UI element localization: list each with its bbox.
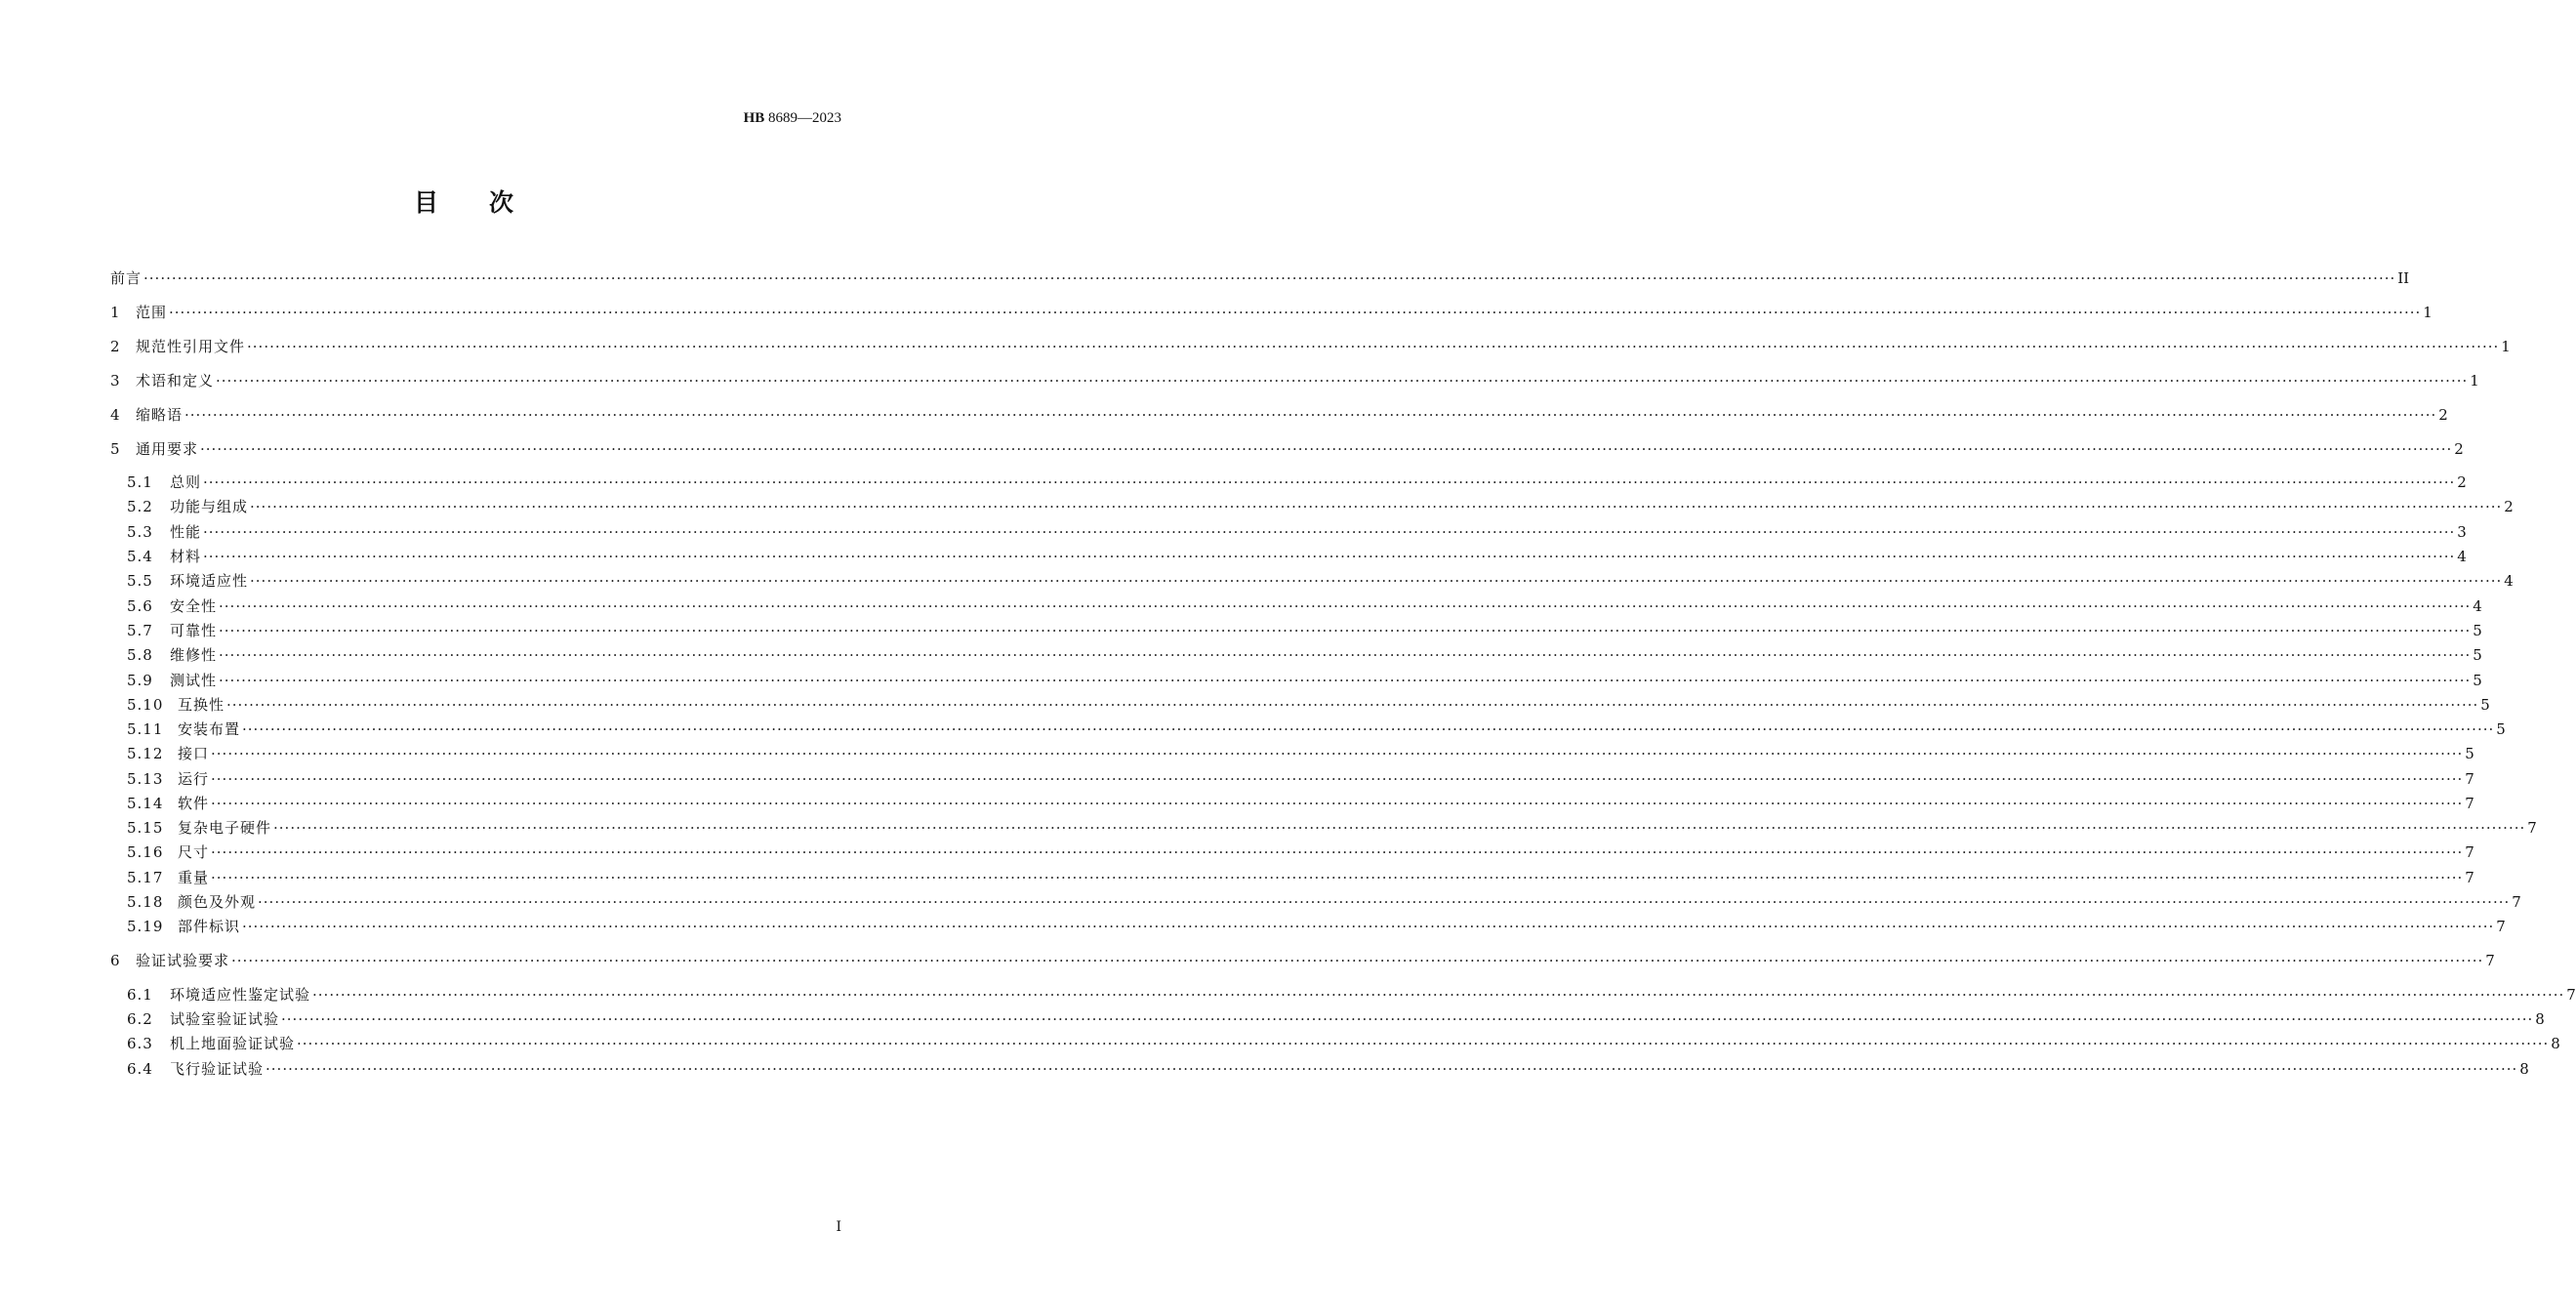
toc-dot-leader: ················································································································································································································································································································································································································	[203, 548, 2456, 565]
toc-dot-leader: ················································································································································································································································································································································································································	[247, 338, 2500, 355]
toc-entry-number: 5.16	[127, 843, 164, 861]
toc-entry-title: 尺寸	[178, 843, 210, 861]
toc-dot-leader: ················································································································································································································································································································································································································	[211, 843, 2464, 861]
toc-entry-title: 运行	[178, 770, 210, 788]
toc-entry-number: 3	[110, 372, 121, 390]
toc-entry[interactable]	[127, 768, 2474, 790]
toc-entry-page: 7	[2496, 918, 2506, 935]
toc-dot-leader: ················································································································································································································································································································································································································	[211, 745, 2464, 762]
toc-entry-number: 6.2	[127, 1010, 153, 1028]
toc-entry-title: 材料	[170, 548, 202, 565]
toc-entry-page: 5	[2480, 696, 2490, 714]
toc-dot-leader: ················································································································································································································································································································································································································	[203, 473, 2456, 491]
toc-entry-number: 2	[110, 338, 121, 355]
toc-entry-page: 3	[2457, 523, 2467, 541]
toc-entry[interactable]	[127, 793, 2474, 814]
toc-entry[interactable]	[110, 950, 2495, 971]
toc-entry-page: 7	[2465, 869, 2474, 886]
toc-entry-page: 8	[2519, 1060, 2529, 1078]
toc-entry-title: 通用要求	[136, 440, 199, 458]
toc-dot-leader: ················································································································································································································································································································································································································	[219, 672, 2472, 689]
toc-entry[interactable]	[127, 496, 2514, 517]
toc-dot-leader: ················································································································································································································································································································································································································	[297, 1035, 2550, 1052]
toc-entry[interactable]	[127, 891, 2521, 913]
toc-entry-page: 4	[2457, 548, 2467, 565]
toc-entry-page: 7	[2465, 795, 2474, 812]
toc-entry-number: 5.1	[127, 473, 153, 491]
toc-entry-title: 术语和定义	[136, 372, 215, 390]
toc-entry-number: 5.4	[127, 548, 153, 565]
toc-entry-title: 范围	[136, 304, 168, 321]
toc-entry-title: 安全性	[170, 597, 218, 615]
toc-dot-leader: ················································································································································································································································································································································································································	[211, 869, 2464, 886]
toc-entry-page: 7	[2527, 819, 2537, 837]
toc-entry-number: 5.14	[127, 795, 164, 812]
toc-entry-page: 7	[2485, 952, 2495, 969]
toc-entry-page: 5	[2473, 646, 2482, 664]
toc-entry-title: 环境适应性	[170, 572, 249, 590]
toc-dot-leader: ················································································································································································································································································································································································································	[219, 646, 2472, 664]
toc-dot-leader: ················································································································································································································································································································································································································	[250, 572, 2503, 590]
toc-entry[interactable]	[110, 336, 2511, 357]
toc-entry-title: 缩略语	[136, 406, 184, 424]
toc-entry-number: 5.12	[127, 745, 164, 762]
toc-entry[interactable]	[127, 1058, 2529, 1080]
toc-entry-number: 5.5	[127, 572, 153, 590]
toc-dot-leader: ················································································································································································································································································································································································································	[143, 269, 2396, 287]
toc-entry-title: 试验室验证试验	[170, 1010, 280, 1028]
toc-entry-title: 部件标识	[178, 918, 241, 935]
toc-entry[interactable]	[127, 644, 2482, 666]
toc-dot-leader: ················································································································································································································································································································································································································	[258, 893, 2511, 911]
toc-entry[interactable]	[110, 302, 2433, 323]
toc-entry-page: 2	[2438, 406, 2448, 424]
toc-dot-leader: ················································································································································································································································································································································································································	[203, 523, 2456, 541]
toc-entry-title: 颜色及外观	[178, 893, 257, 911]
toc-dot-leader: ················································································································································································································································································································································································································	[216, 372, 2469, 390]
toc-entry-page: II	[2397, 269, 2410, 287]
toc-entry-title: 软件	[178, 795, 210, 812]
toc-entry[interactable]	[127, 670, 2482, 691]
toc-dot-leader: ················································································································································································································································································································································································································	[273, 819, 2526, 837]
toc-entry-number: 5.8	[127, 646, 153, 664]
toc-entry-page: 7	[2465, 770, 2474, 788]
toc-entry[interactable]	[110, 438, 2464, 460]
toc-dot-leader: ················································································································································································································································································································································································································	[219, 597, 2472, 615]
toc-entry-number: 4	[110, 406, 121, 424]
toc-entry-title: 维修性	[170, 646, 218, 664]
toc-entry-number: 6.1	[127, 986, 153, 1004]
toc-dot-leader: ················································································································································································································································································································································································································	[312, 986, 2565, 1004]
toc-entry-number: 5.7	[127, 622, 153, 639]
toc-entry[interactable]	[127, 570, 2514, 592]
toc-dot-leader: ················································································································································································································································································································································································································	[266, 1060, 2518, 1078]
toc-dot-leader: ················································································································································································································································································································································································································	[200, 440, 2453, 458]
toc-entry-title: 接口	[178, 745, 210, 762]
toc-entry-number: 6	[110, 952, 121, 969]
toc-entry-title: 互换性	[178, 696, 225, 714]
toc-entry-page: 8	[2551, 1035, 2560, 1052]
toc-entry[interactable]	[127, 595, 2482, 617]
toc-dot-leader: ················································································································································································································································································································································································································	[211, 770, 2464, 788]
document-code	[744, 108, 841, 128]
toc-entry[interactable]	[110, 267, 2410, 289]
toc-entry-number: 5.2	[127, 498, 153, 515]
toc-entry-title: 规范性引用文件	[136, 338, 246, 355]
toc-entry-page: 1	[2423, 304, 2433, 321]
toc-entry-page: 5	[2473, 672, 2482, 689]
toc-entry-page: 4	[2504, 572, 2514, 590]
toc-entry-title: 可靠性	[170, 622, 218, 639]
toc-dot-leader: ················································································································································································································································································································································································································	[184, 406, 2437, 424]
toc-entry-page: 5	[2473, 622, 2482, 639]
toc-entry-title: 环境适应性鉴定试验	[170, 986, 311, 1004]
toc-entry-title: 机上地面验证试验	[170, 1035, 296, 1052]
toc-entry[interactable]	[110, 404, 2448, 426]
toc-dot-leader: ················································································································································································································································································································································································································	[242, 720, 2495, 738]
toc-entry[interactable]	[127, 694, 2490, 716]
toc-entry-title: 飞行验证试验	[170, 1060, 265, 1078]
document-code-number: 8689—2023	[768, 110, 841, 126]
toc-entry[interactable]	[127, 546, 2467, 567]
toc-entry[interactable]	[127, 984, 2576, 1005]
toc-entry[interactable]	[127, 718, 2506, 740]
toc-entry-page: 1	[2501, 338, 2511, 355]
toc-entry-page: 2	[2454, 440, 2464, 458]
toc-dot-leader: ················································································································································································································································································································································································································	[211, 795, 2464, 812]
toc-entry-number: 5.11	[127, 720, 164, 738]
toc-entry-number: 5.9	[127, 672, 153, 689]
document-code-prefix: HB	[743, 110, 765, 126]
toc-dot-leader: ················································································································································································································································································································································································································	[242, 918, 2495, 935]
toc-entry-title: 安装布置	[178, 720, 241, 738]
toc-entry[interactable]	[127, 817, 2537, 839]
toc-entry-number: 5.10	[127, 696, 164, 714]
toc-entry-page: 7	[2465, 843, 2474, 861]
toc-entry-page: 8	[2535, 1010, 2545, 1028]
toc-entry-page: 7	[2566, 986, 2576, 1004]
toc-dot-leader: ················································································································································································································································································································································································································	[250, 498, 2503, 515]
toc-entry-number: 5.19	[127, 918, 164, 935]
toc-entry-title: 重量	[178, 869, 210, 886]
toc-entry[interactable]	[127, 916, 2506, 937]
page-title: 目次	[413, 188, 564, 217]
toc-entry-page: 1	[2470, 372, 2479, 390]
toc-entry-title: 性能	[170, 523, 202, 541]
toc-entry-number: 6.4	[127, 1060, 153, 1078]
toc-entry-title: 测试性	[170, 672, 218, 689]
page-number: I	[836, 1219, 841, 1235]
toc-dot-leader: ················································································································································································································································································································································································································	[219, 622, 2472, 639]
toc-entry-number: 5	[110, 440, 121, 458]
toc-entry[interactable]	[127, 1033, 2560, 1054]
toc-entry-number: 1	[110, 304, 121, 321]
toc-entry-page: 5	[2465, 745, 2474, 762]
toc-entry-number: 5.18	[127, 893, 164, 911]
toc-entry-title: 功能与组成	[170, 498, 249, 515]
toc-entry-number: 5.3	[127, 523, 153, 541]
toc-entry[interactable]	[127, 841, 2474, 863]
toc-entry[interactable]	[127, 521, 2467, 543]
toc-entry-page: 7	[2512, 893, 2521, 911]
toc-entry-number: 5.13	[127, 770, 164, 788]
toc-entry-title: 前言	[110, 269, 143, 287]
toc-entry[interactable]	[127, 1008, 2545, 1030]
toc-entry-title: 验证试验要求	[136, 952, 230, 969]
toc-entry[interactable]	[127, 867, 2474, 888]
toc-entry[interactable]	[127, 743, 2474, 764]
toc-entry-title: 复杂电子硬件	[178, 819, 272, 837]
toc-entry-page: 2	[2457, 473, 2467, 491]
toc-entry[interactable]	[127, 620, 2482, 641]
toc-entry-number: 6.3	[127, 1035, 153, 1052]
toc-entry-title: 总则	[170, 473, 202, 491]
toc-dot-leader: ················································································································································································································································································································································································································	[169, 304, 2422, 321]
toc-dot-leader: ················································································································································································································································································································································································································	[231, 952, 2484, 969]
toc-entry-number: 5.17	[127, 869, 164, 886]
toc-entry-page: 4	[2473, 597, 2482, 615]
toc-entry-page: 5	[2496, 720, 2506, 738]
toc-entry-number: 5.15	[127, 819, 164, 837]
toc-dot-leader: ················································································································································································································································································································································································································	[281, 1010, 2534, 1028]
toc-entry[interactable]	[110, 370, 2479, 391]
toc-dot-leader: ················································································································································································································································································································································································································	[226, 696, 2479, 714]
toc-entry-number: 5.6	[127, 597, 153, 615]
toc-entry[interactable]	[127, 472, 2467, 493]
toc-entry-page: 2	[2504, 498, 2514, 515]
